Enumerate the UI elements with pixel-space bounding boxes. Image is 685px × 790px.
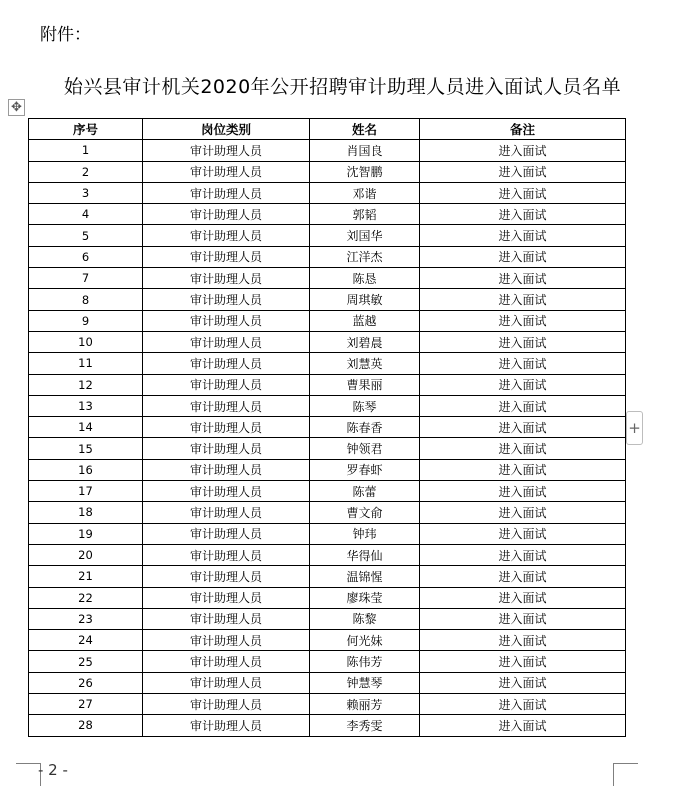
cell-index: 3 <box>29 182 143 203</box>
cell-position: 审计助理人员 <box>143 225 310 246</box>
cell-name: 温锦惺 <box>310 566 420 587</box>
cell-remark: 进入面试 <box>420 438 626 459</box>
cell-name: 陈蕾 <box>310 481 420 502</box>
table-move-handle-icon[interactable]: ✥ <box>8 99 25 116</box>
cell-index: 5 <box>29 225 143 246</box>
cell-remark: 进入面试 <box>420 161 626 182</box>
cell-position: 审计助理人员 <box>143 672 310 693</box>
cell-index: 1 <box>29 140 143 161</box>
cell-index: 10 <box>29 331 143 352</box>
cell-position: 审计助理人员 <box>143 268 310 289</box>
cell-index: 20 <box>29 544 143 565</box>
cell-position: 审计助理人员 <box>143 374 310 395</box>
table-row <box>29 140 626 161</box>
cell-name: 刘国华 <box>310 225 420 246</box>
table-row <box>29 544 626 565</box>
cell-position: 审计助理人员 <box>143 140 310 161</box>
cell-position: 审计助理人员 <box>143 310 310 331</box>
cell-remark: 进入面试 <box>420 608 626 629</box>
header-name: 姓名 <box>310 119 420 140</box>
cell-position: 审计助理人员 <box>143 182 310 203</box>
cell-position: 审计助理人员 <box>143 161 310 182</box>
cell-position: 审计助理人员 <box>143 544 310 565</box>
cell-index: 13 <box>29 395 143 416</box>
cell-index: 21 <box>29 566 143 587</box>
cell-remark: 进入面试 <box>420 246 626 267</box>
cell-position: 审计助理人员 <box>143 246 310 267</box>
table-row <box>29 246 626 267</box>
cell-remark: 进入面试 <box>420 566 626 587</box>
cell-position: 审计助理人员 <box>143 587 310 608</box>
header-remark: 备注 <box>420 119 626 140</box>
cell-index: 7 <box>29 268 143 289</box>
cell-index: 6 <box>29 246 143 267</box>
cell-index: 24 <box>29 630 143 651</box>
table-header-row <box>29 119 626 140</box>
cell-name: 邓谐 <box>310 182 420 203</box>
cell-index: 14 <box>29 417 143 438</box>
cell-name: 钟玮 <box>310 523 420 544</box>
cell-index: 11 <box>29 353 143 374</box>
cell-name: 沈智鹏 <box>310 161 420 182</box>
cell-index: 4 <box>29 204 143 225</box>
table-row <box>29 353 626 374</box>
cell-remark: 进入面试 <box>420 651 626 672</box>
cell-name: 陈伟芳 <box>310 651 420 672</box>
cell-position: 审计助理人员 <box>143 694 310 715</box>
cell-name: 钟领君 <box>310 438 420 459</box>
cell-index: 8 <box>29 289 143 310</box>
table-row <box>29 161 626 182</box>
cell-position: 审计助理人员 <box>143 608 310 629</box>
cell-index: 18 <box>29 502 143 523</box>
table-row <box>29 395 626 416</box>
attachment-label: 附件： <box>40 25 91 45</box>
header-position: 岗位类别 <box>143 119 310 140</box>
table-row <box>29 417 626 438</box>
table-row <box>29 566 626 587</box>
cell-index: 28 <box>29 715 143 736</box>
cell-index: 22 <box>29 587 143 608</box>
cell-remark: 进入面试 <box>420 395 626 416</box>
table-body <box>29 140 626 736</box>
cell-name: 陈恳 <box>310 268 420 289</box>
cell-position: 审计助理人员 <box>143 289 310 310</box>
table-row <box>29 225 626 246</box>
cell-index: 27 <box>29 694 143 715</box>
cell-remark: 进入面试 <box>420 310 626 331</box>
table-row <box>29 502 626 523</box>
cell-name: 肖国良 <box>310 140 420 161</box>
cell-remark: 进入面试 <box>420 182 626 203</box>
cell-name: 陈春香 <box>310 417 420 438</box>
page-number: - 2 - <box>38 761 68 779</box>
table-row <box>29 587 626 608</box>
cell-remark: 进入面试 <box>420 544 626 565</box>
cell-position: 审计助理人员 <box>143 523 310 544</box>
cell-index: 26 <box>29 672 143 693</box>
cell-position: 审计助理人员 <box>143 566 310 587</box>
table-row <box>29 374 626 395</box>
cell-position: 审计助理人员 <box>143 630 310 651</box>
cell-name: 郭韬 <box>310 204 420 225</box>
cell-remark: 进入面试 <box>420 502 626 523</box>
cell-position: 审计助理人员 <box>143 651 310 672</box>
cell-position: 审计助理人员 <box>143 417 310 438</box>
page-corner-mark-right <box>613 763 638 786</box>
cell-name: 李秀雯 <box>310 715 420 736</box>
table-row <box>29 182 626 203</box>
cell-position: 审计助理人员 <box>143 395 310 416</box>
table-row <box>29 715 626 736</box>
table-row <box>29 268 626 289</box>
cell-position: 审计助理人员 <box>143 204 310 225</box>
cell-position: 审计助理人员 <box>143 715 310 736</box>
cell-remark: 进入面试 <box>420 715 626 736</box>
table-row <box>29 204 626 225</box>
cell-remark: 进入面试 <box>420 331 626 352</box>
cell-name: 曹文俞 <box>310 502 420 523</box>
cell-name: 刘碧晨 <box>310 331 420 352</box>
cell-remark: 进入面试 <box>420 630 626 651</box>
cell-index: 2 <box>29 161 143 182</box>
table-row <box>29 694 626 715</box>
cell-name: 华得仙 <box>310 544 420 565</box>
cell-name: 刘慧英 <box>310 353 420 374</box>
cell-remark: 进入面试 <box>420 353 626 374</box>
cell-index: 15 <box>29 438 143 459</box>
cell-name: 何光妹 <box>310 630 420 651</box>
cell-remark: 进入面试 <box>420 417 626 438</box>
cell-position: 审计助理人员 <box>143 353 310 374</box>
cell-index: 19 <box>29 523 143 544</box>
cell-remark: 进入面试 <box>420 672 626 693</box>
candidate-table <box>28 118 626 737</box>
table-row <box>29 289 626 310</box>
header-index: 序号 <box>29 119 143 140</box>
table-row <box>29 438 626 459</box>
cell-name: 周琪敏 <box>310 289 420 310</box>
table-row <box>29 481 626 502</box>
cell-position: 审计助理人员 <box>143 502 310 523</box>
table-row <box>29 672 626 693</box>
cell-index: 17 <box>29 481 143 502</box>
cell-remark: 进入面试 <box>420 225 626 246</box>
cell-index: 16 <box>29 459 143 480</box>
cell-name: 罗春虾 <box>310 459 420 480</box>
cell-position: 审计助理人员 <box>143 438 310 459</box>
table-row <box>29 608 626 629</box>
cell-position: 审计助理人员 <box>143 481 310 502</box>
cell-remark: 进入面试 <box>420 289 626 310</box>
table-row <box>29 651 626 672</box>
table-row <box>29 630 626 651</box>
cell-remark: 进入面试 <box>420 481 626 502</box>
cell-index: 12 <box>29 374 143 395</box>
add-row-plus-icon[interactable]: + <box>626 411 643 445</box>
cell-index: 25 <box>29 651 143 672</box>
cell-name: 钟慧琴 <box>310 672 420 693</box>
cell-name: 陈琴 <box>310 395 420 416</box>
table-row <box>29 459 626 480</box>
cell-remark: 进入面试 <box>420 204 626 225</box>
table-row <box>29 310 626 331</box>
cell-remark: 进入面试 <box>420 268 626 289</box>
cell-name: 江洋杰 <box>310 246 420 267</box>
cell-position: 审计助理人员 <box>143 331 310 352</box>
cell-position: 审计助理人员 <box>143 459 310 480</box>
cell-remark: 进入面试 <box>420 459 626 480</box>
cell-remark: 进入面试 <box>420 140 626 161</box>
cell-remark: 进入面试 <box>420 523 626 544</box>
table-row <box>29 331 626 352</box>
cell-name: 曹果丽 <box>310 374 420 395</box>
page-title: 始兴县审计机关2020年公开招聘审计助理人员进入面试人员名单 <box>63 76 622 98</box>
cell-name: 蓝越 <box>310 310 420 331</box>
cell-name: 赖丽芳 <box>310 694 420 715</box>
cell-name: 廖珠莹 <box>310 587 420 608</box>
cell-remark: 进入面试 <box>420 587 626 608</box>
cell-remark: 进入面试 <box>420 694 626 715</box>
cell-name: 陈黎 <box>310 608 420 629</box>
cell-remark: 进入面试 <box>420 374 626 395</box>
cell-index: 23 <box>29 608 143 629</box>
table-row <box>29 523 626 544</box>
cell-index: 9 <box>29 310 143 331</box>
